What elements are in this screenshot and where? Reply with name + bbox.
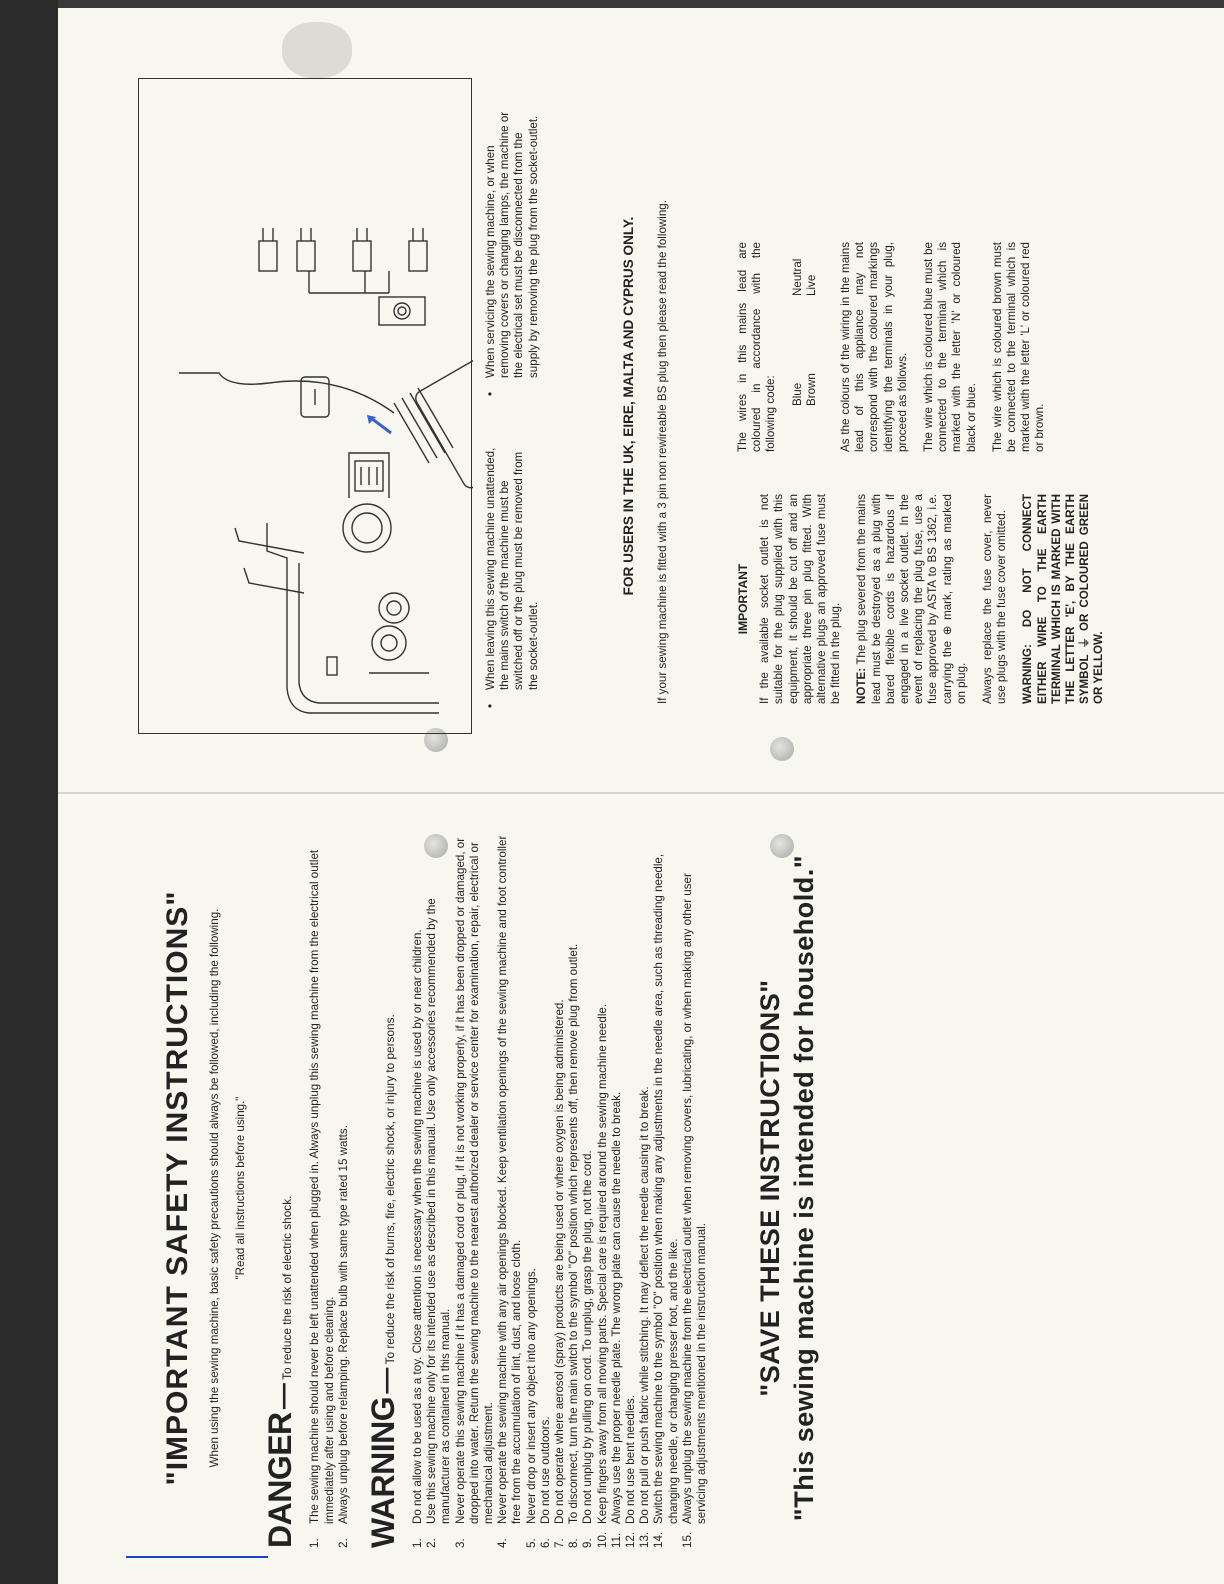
item-text: Never operate the sewing machine with any air openings blocked. Keep ventilation openings of the sewing machine and foot controller free from the accumulation of lint, dust, and loose cloth.: [496, 835, 524, 1524]
machine-knob-icon: [379, 593, 409, 623]
warning-dash: —: [370, 1367, 401, 1394]
item-number: 14.: [652, 1531, 666, 1548]
item-number: 4.: [496, 1538, 510, 1548]
list-item: [652, 828, 680, 1548]
item-number: 1.: [411, 1538, 425, 1548]
item-text: Always unplug the sewing machine from the electrical outlet when removing covers, lubricating, or when making any other user servicing adjustments mentioned in the instruction manual.: [680, 873, 709, 1524]
binder-hole-icon: [770, 737, 794, 761]
scan-edge-shadow: [0, 0, 58, 1584]
item-text: Use this sewing machine only for its intended use as described in this manual. Use only accessories recommended by the manufacturer as contained in this manual.: [425, 898, 453, 1524]
important-label: IMPORTANT: [736, 563, 750, 635]
wiring-mismatch-paragraph: As the colours of the wiring in the mains lead of this appliance may not correspond with the coloured markings identifying the terminals in your plug, proceed as follows.: [839, 242, 909, 452]
item-text: Do not use outdoors.: [538, 1416, 552, 1524]
item-text: Always use the proper needle plate. The wrong plate can cause the needle to break.: [609, 1091, 623, 1524]
page-fold: [58, 792, 1224, 794]
warning-list: [411, 828, 709, 1548]
paper-stain: [282, 22, 352, 78]
plug-type-d-icon: [259, 241, 277, 271]
list-item: [638, 828, 652, 1548]
item-number: 3.: [453, 1538, 467, 1548]
item-number: 7.: [553, 1538, 567, 1548]
note-label: NOTE:: [855, 667, 869, 704]
machine-body-inner: [299, 563, 439, 703]
electrical-safety-page: [138, 74, 1106, 734]
code-live: Live: [804, 274, 818, 296]
list-item: [596, 828, 610, 1548]
list-item: [454, 828, 497, 1548]
bullet-dot: •: [484, 703, 497, 708]
plug-type-a-icon: [297, 241, 315, 271]
item-number: 13.: [638, 1531, 652, 1548]
blue-wire-paragraph: The wire which is coloured blue must be connected to the terminal which is marked with the letter 'N' or coloured black or blue.: [922, 242, 978, 452]
item-text: Do not unplug by pulling on cord. To unplug, grasp the plug, not the cord.: [581, 1150, 595, 1524]
warning-label: WARNING: [365, 1396, 402, 1548]
spool-pin-icon: [235, 528, 304, 593]
list-item: [496, 828, 524, 1548]
item-text: Keep fingers away from all moving parts. Special care is required around the sewing machine needle.: [595, 1003, 609, 1524]
link-underline: [126, 1556, 268, 1558]
column-left: [736, 494, 1119, 704]
code-blue: Blue: [790, 382, 804, 406]
item-text: The sewing machine should never be left unattended when plugged in. Always unplug this sewing machine from the electrical outlet immediately after using and before cleaning.: [308, 849, 336, 1524]
brown-wire-paragraph: The wire which is coloured brown must be connected to the terminal which is marked with the letter 'L' or coloured red or brown.: [990, 242, 1047, 452]
intro-text: When using the sewing machine, basic safety precautions should always be followed, including the following.: [208, 908, 221, 1468]
scan-top-shadow: [58, 0, 1224, 8]
item-number: 9.: [581, 1538, 595, 1548]
socket-outlet-paragraph: If the available socket outlet is not suitable for the plug supplied with this equipment, it should be cut off and an appropriate three pin plug fitted. With alternative plugs an approved fuse must be fitted in the plug.: [758, 494, 843, 704]
item-text: Always unplug before relamping. Replace bulb with same type rated 15 watts.: [336, 1125, 350, 1524]
bullet-item: [484, 438, 541, 708]
foot-controller-icon: [413, 355, 473, 490]
uk-users-heading: FOR USERS IN THE UK, EIRE, MALTA AND CYPRUS ONLY.: [621, 216, 636, 596]
bullet-item: [484, 96, 541, 396]
bullet-dot: •: [484, 391, 497, 396]
danger-dash: —: [267, 1383, 298, 1410]
save-line-2: "This sewing machine is intended for household.": [789, 854, 820, 1522]
uk-intro-text: If your sewing machine is fitted with a 3 pin non rewireable BS plug then please read the following.: [656, 200, 669, 704]
plug-illustration-frame: [138, 78, 472, 734]
save-instructions-banner: [753, 828, 821, 1548]
list-item: [308, 828, 336, 1548]
danger-subtitle: To reduce the risk of electric shock.: [280, 1195, 295, 1380]
read-all-note: "Read all instructions before using.": [234, 1096, 248, 1280]
column-right: [736, 242, 1060, 452]
danger-list: [308, 828, 351, 1548]
danger-label: DANGER: [262, 1412, 299, 1548]
item-text: Do not pull or push fabric while stitching. It may deflect the needle causing it to break.: [638, 1086, 652, 1524]
item-number: 12.: [624, 1531, 638, 1548]
item-number: 10.: [595, 1531, 609, 1548]
list-item: [525, 828, 539, 1548]
item-number: 15.: [680, 1531, 694, 1548]
page-title: "IMPORTANT SAFETY INSTRUCTIONS": [161, 890, 194, 1486]
list-item: [337, 828, 351, 1548]
save-line-1: "SAVE THESE INSTRUCTIONS": [755, 979, 786, 1397]
list-item: [567, 828, 581, 1548]
plug-bracket: [309, 271, 389, 293]
code-brown: Brown: [804, 373, 818, 406]
plug-type-c-icon: [409, 241, 427, 271]
warning-subtitle: To reduce the risk of burns, fire, electric shock, or injury to persons.: [383, 1014, 398, 1365]
wire-colour-code-table: [791, 242, 819, 406]
item-text: Switch the sewing machine to the symbol "O" position when making any adjustments in the needle area, such as threading needle, changing needle, or changing presser foot, and the like.: [652, 853, 680, 1524]
machine-knob-icon: [372, 626, 406, 660]
item-number: 2.: [336, 1538, 350, 1548]
list-item: [539, 828, 553, 1548]
service-bullets: [472, 78, 646, 734]
earth-warning: WARNING: DO NOT CONNECT EITHER WIRE TO THE EARTH TERMINAL WHICH IS MARKED WITH THE LETTER 'E', BY THE EARTH SYMBOL ⏚ OR COLOURED GREEN OR YELLOW.: [1021, 494, 1106, 704]
item-number: 2.: [425, 1538, 439, 1548]
wall-socket-icon: [379, 297, 425, 325]
item-text: Do not use bent needles.: [624, 1395, 638, 1524]
list-item: [581, 828, 595, 1548]
list-item: [681, 828, 709, 1548]
item-text: To disconnect, turn the main switch to the symbol "O" position which represents off, then remove plug from outlet.: [567, 943, 581, 1524]
machine-switch-icon: [327, 657, 337, 675]
list-item: [553, 828, 567, 1548]
item-number: 1.: [308, 1538, 322, 1548]
list-item: [425, 828, 453, 1548]
item-text: Do not allow to be used as a toy. Close attention is necessary when the sewing machine is used by or near children.: [411, 929, 425, 1524]
note-text: The plug severed from the mains lead must be destroyed as a plug with bared flexible cords is hazardous if engaged in a live socket outlet. In the event of replacing the plug fuse, use a fuse approved by ASTA to BS 1362, i.e. carrying the ⊕ mark, rating as marked on plug.: [855, 494, 968, 704]
safety-instructions-page: [160, 828, 820, 1548]
item-text: Never drop or insert any object into any openings.: [524, 1268, 538, 1524]
note-paragraph: [855, 494, 969, 704]
warning-heading: [363, 828, 411, 1548]
item-number: 5.: [524, 1538, 538, 1548]
power-cord: [179, 373, 394, 413]
bullet-text: When leaving this sewing machine unattended, the mains switch of the machine must be switched off or the plug must be removed from the socket-outlet.: [484, 447, 540, 690]
item-number: 11.: [609, 1532, 623, 1548]
arrow-icon: [371, 418, 391, 433]
sewing-machine-plug-illustration: [139, 77, 473, 733]
bullet-text: When servicing the sewing machine, or when removing covers or changing lamps, the machine or the electrical set must be disconnected from the supply by removing the plug from the socket-outlet.: [484, 111, 540, 378]
plug-type-b-icon: [353, 241, 371, 271]
item-number: 8.: [567, 1538, 581, 1548]
list-item: [624, 828, 638, 1548]
wire-colour-intro: The wires in this mains lead are coloured in accordance with the following code:: [736, 242, 778, 452]
item-text: Never operate this sewing machine if it has a damaged cord or plug, if it is not working properly, if it has been dropped or damaged, or dropped into water. Return the sewing machine to the nearest authorized dealer or service center for examination, repair, electrical or mechanical adjustment.: [453, 837, 496, 1524]
danger-heading: [260, 828, 308, 1548]
item-text: Do not operate where aerosol (spray) products are being used or where oxygen is being administered.: [553, 999, 567, 1524]
list-item: [411, 828, 425, 1548]
handwheel-icon: [343, 504, 391, 552]
code-neutral: Neutral: [790, 258, 804, 296]
list-item: [610, 828, 624, 1548]
fuse-cover-paragraph: Always replace the fuse cover, never use plugs with the fuse cover omitted.: [981, 494, 1009, 704]
item-number: 6.: [538, 1538, 552, 1548]
